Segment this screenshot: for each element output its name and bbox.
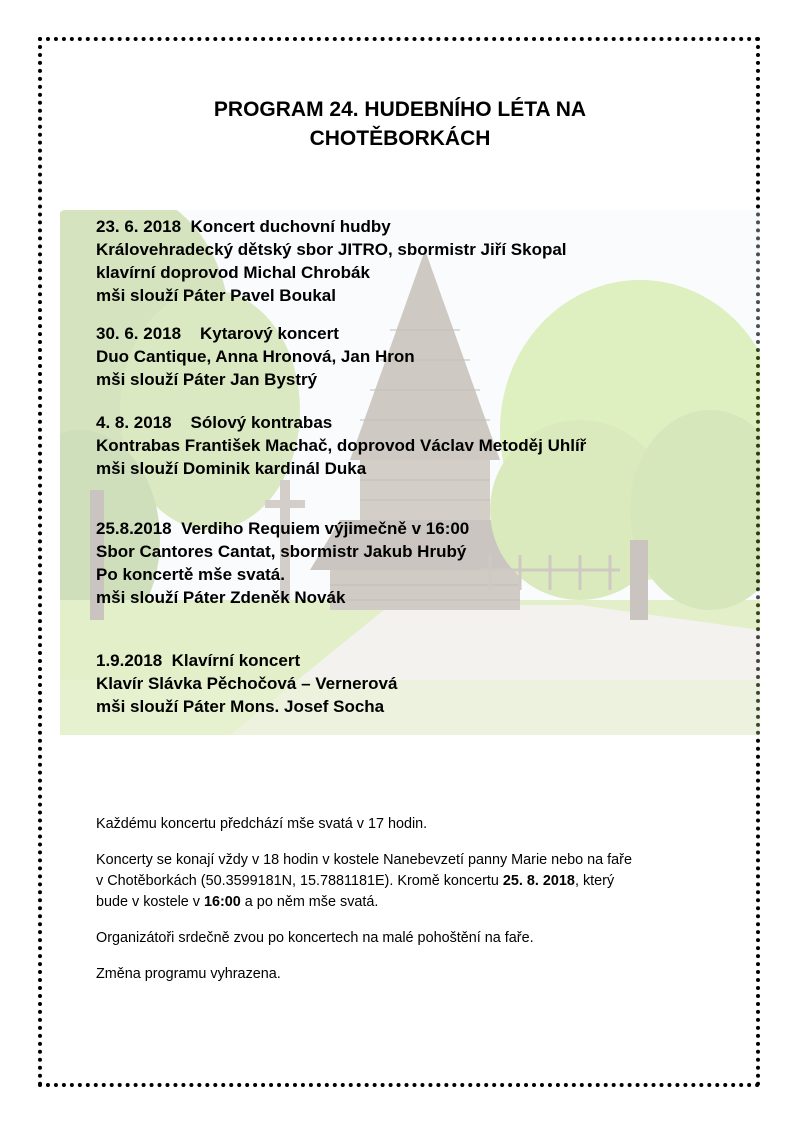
note-text: a po něm mše svatá.: [240, 894, 379, 910]
event-date-title: 23. 6. 2018 Koncert duchovní hudby: [96, 217, 391, 236]
event-mass-priest: mši slouží Páter Zdeněk Novák: [96, 588, 346, 607]
event-performers: Kontrabas František Machač, doprovod Václav Metoděj Uhlíř: [96, 436, 587, 455]
note-changes: [96, 964, 716, 985]
event-item: [96, 517, 736, 609]
note-venue-line-3: [96, 892, 716, 913]
event-performers: Královehradecký dětský sbor JITRO, sbormistr Jiří Skopal: [96, 240, 567, 259]
highlight-date: 25. 8. 2018: [502, 873, 575, 889]
title-line-1: PROGRAM 24. HUDEBNÍHO LÉTA NA: [213, 98, 587, 121]
highlight-time: 16:00: [204, 894, 241, 910]
page-title: [0, 95, 800, 153]
event-item: [96, 322, 736, 391]
note-text: , který: [574, 873, 615, 889]
note-mass-before: [96, 814, 716, 835]
event-item: [96, 215, 736, 307]
event-performers: Klavír Slávka Pěchočová – Vernerová: [96, 674, 398, 693]
event-performers: Duo Cantique, Anna Hronová, Jan Hron: [96, 347, 415, 366]
event-performers: Sbor Cantores Cantat, sbormistr Jakub Hrubý: [96, 542, 467, 561]
note-text: v Chotěborkách (50.3599181N, 15.7881181E). Kromě koncertu: [96, 873, 503, 889]
event-date-title: 30. 6. 2018 Kytarový koncert: [96, 324, 339, 343]
event-note: Po koncertě mše svatá.: [96, 565, 285, 584]
note-text: Organizátoři srdečně zvou po koncertech na malé pohoštění na faře.: [96, 930, 534, 946]
event-mass-priest: mši slouží Páter Pavel Boukal: [96, 286, 336, 305]
event-item: [96, 649, 736, 718]
note-text: Každému koncertu předchází mše svatá v 17 hodin.: [96, 816, 428, 832]
event-mass-priest: mši slouží Dominik kardinál Duka: [96, 459, 367, 478]
event-date-title: 4. 8. 2018 Sólový kontrabas: [96, 413, 333, 432]
note-venue-line-2: [96, 871, 716, 892]
event-date-title: 25.8.2018 Verdiho Requiem výjimečně v 16:00: [96, 519, 470, 538]
event-mass-priest: mši slouží Páter Mons. Josef Socha: [96, 697, 385, 716]
note-refreshment: [96, 928, 716, 949]
event-accompaniment: klavírní doprovod Michal Chrobák: [96, 263, 370, 282]
title-line-2: CHOTĚBORKÁCH: [309, 127, 491, 150]
event-date-title: 1.9.2018 Klavírní koncert: [96, 651, 301, 670]
note-text: bude v kostele v: [96, 894, 204, 910]
event-item: [96, 411, 736, 480]
event-mass-priest: mši slouží Páter Jan Bystrý: [96, 370, 318, 389]
note-text: Změna programu vyhrazena.: [96, 966, 281, 982]
note-venue-line-1: Koncerty se konají vždy v 18 hodin v kostele Nanebevzetí panny Marie nebo na faře: [96, 852, 632, 868]
note-venue: [96, 850, 716, 913]
